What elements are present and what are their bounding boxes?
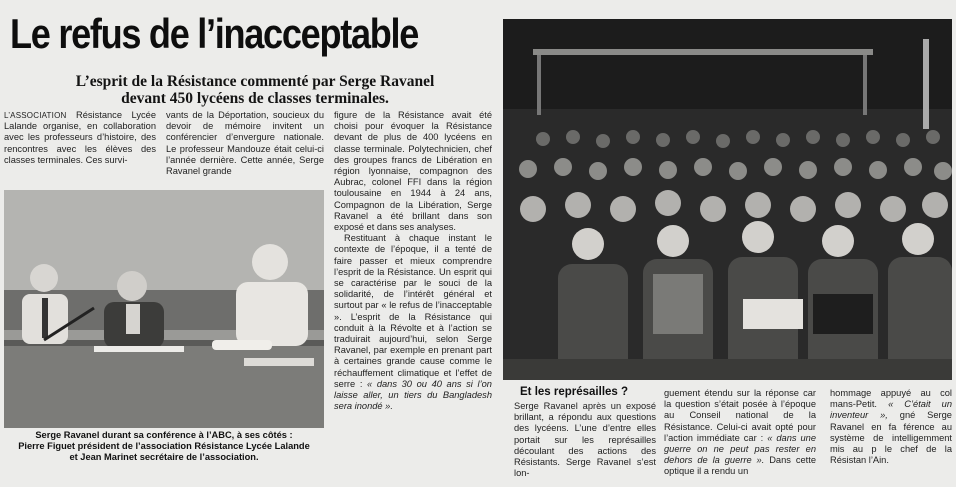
column-6-tail: gné Serge Ravanel en fa férence au système de intelligemment mis au p le chef de la Résistan l’Ain. <box>830 410 952 466</box>
column-4 <box>514 401 656 481</box>
column-3-paragraph-2-body: Restituant à chaque instant le contexte de l’époque, il a tenté de faire passer et mieux comprendre l’esprit de la Résistance. Un esprit qui se caractérise par le souci de la solidarité, de l’intérêt général et surtout par « le refus de l’inacceptable ». L’esprit de la Résistance qui conduit à la Révolte et à l’action se traduirait aujourd’hui, selon Serge Ravanel, par exemple en prenant part à certaines grande cause comme le réchauffement climatique et l’effet de serre : <box>334 233 492 389</box>
column-3-paragraph-2 <box>334 233 492 412</box>
column-6 <box>830 388 952 481</box>
subheadline-line-1: L’esprit de la Résistance commenté par Serge Ravanel <box>75 73 435 90</box>
section-heading: Et les représailles ? <box>520 386 629 398</box>
audience-photo-image <box>503 19 952 380</box>
column-2 <box>166 110 324 190</box>
column-3-quote: « dans 30 ou 40 ans si l’on laisse aller, un tiers du Bangladesh sera inondé ». <box>334 378 492 412</box>
column-1-body: Résistance Lycée Lalande organise, en collaboration avec les professeurs d’histoire, des rencontres avec les élèves des classes terminales. Ces survi- <box>4 110 156 165</box>
column-1-text <box>4 110 156 166</box>
headline: Le refus de l’inacceptable <box>10 10 419 57</box>
column-2-text: vants de la Déportation, soucieux du devoir de mémoire invitent un conférencier d’envergure nationale. Le professeur Mandouze était celui-ci l’année dernière. Cette année, Serge Ravanel grande <box>166 110 324 177</box>
column-6-body: hommage appuyé au col mans-Petit. <box>830 388 952 410</box>
column-5-text <box>664 388 816 478</box>
conference-photo <box>4 190 324 428</box>
column-1 <box>4 110 156 190</box>
column-5 <box>664 388 816 481</box>
column-4-text: Serge Ravanel après un exposé brillant, a répondu aux questions des lycéens. L’une d’entre elles portait sur les représailles découlant des actions des Résistants. Serge Ravanel s’est lon- <box>514 401 656 479</box>
conference-photo-image <box>4 190 324 428</box>
column-3 <box>334 110 492 482</box>
column-6-quote: « C’était un inventeur », <box>830 399 952 421</box>
audience-photo <box>503 19 952 380</box>
caption-line-1: Serge Ravanel durant sa conférence à l’ABC, à ses côtés : <box>35 430 293 440</box>
subheadline <box>20 73 490 107</box>
column-5-tail: Dans cette optique il a rendu un <box>664 455 816 477</box>
column-5-body: guement étendu sur la réponse car la question s’était posée à l’époque au Conseil national de la Résistance. Celui-ci avait opté pour l’action immédiate car : <box>664 388 816 443</box>
column-5-quote: « dans une guerre on ne peut pas rester en dehors de la guerre ». <box>664 432 816 466</box>
caption-line-3: et Jean Marinet secrétaire de l’association. <box>69 452 259 463</box>
column-3-paragraph-1: figure de la Résistance avait été choisi pour évoquer la Résistance devant de plus de 400 lycéens en classe terminale. Polytechnicien, chef des groupes francs de Libération en région lyonnaise, compagnon des Aubrac, colonel FFI dans la région toulousaine en 1944 à 24 ans, Compagnon de la Libération, Serge Ravanel a été brillant dans son exposé et dans ses analyses. <box>334 110 492 233</box>
photo-caption <box>4 430 324 464</box>
column-1-lead: L’ASSOCIATION <box>4 111 67 120</box>
subheadline-line-2: devant 450 lycéens de classes terminales. <box>121 90 389 107</box>
caption-line-2: Pierre Figuet président de l’association Résistance Lycée Lalande <box>18 441 310 452</box>
column-6-text <box>830 388 952 466</box>
